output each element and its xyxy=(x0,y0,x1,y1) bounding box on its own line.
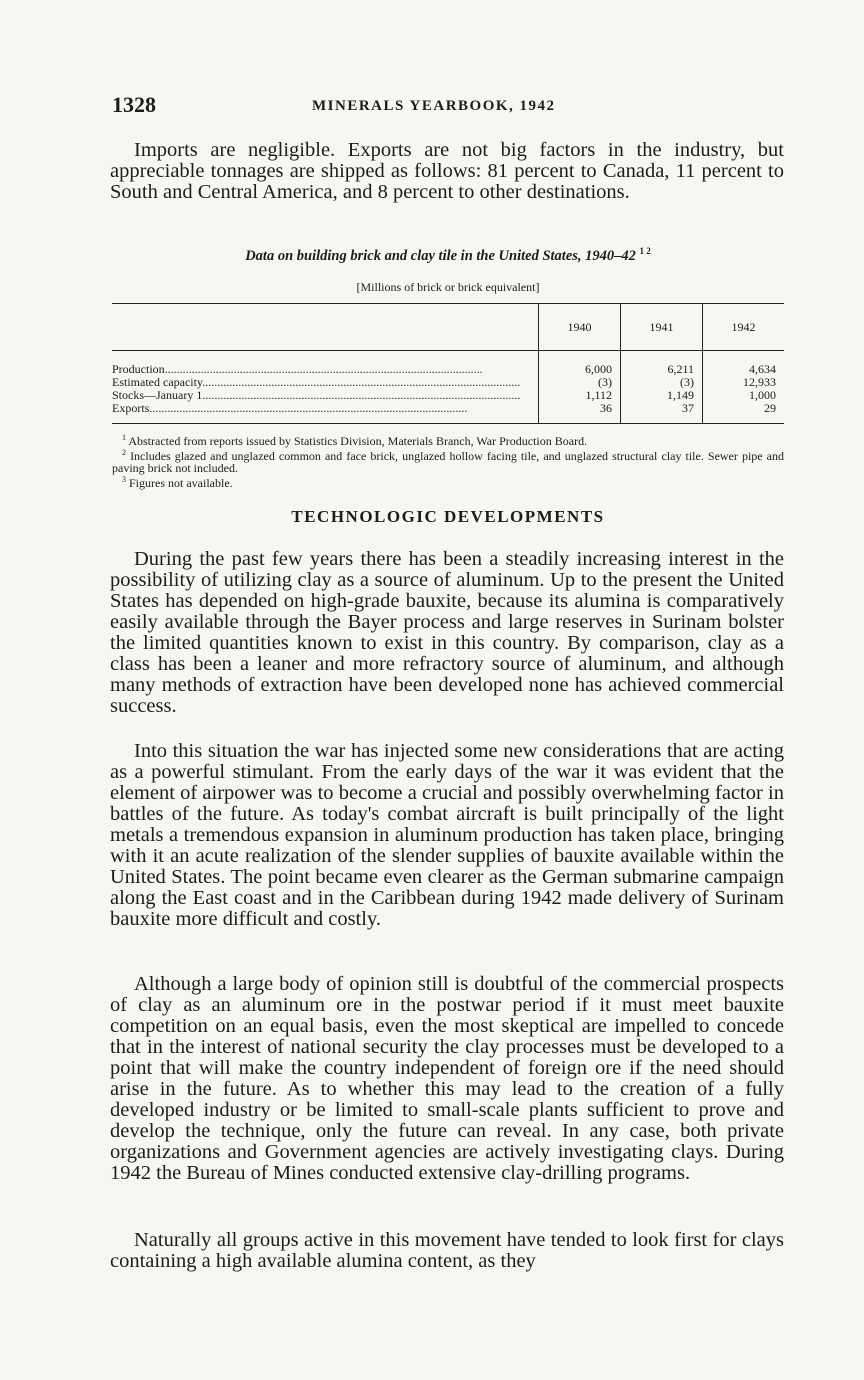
body-paragraph: Into this situation the war has injected some new considerations that are acting as a powerful stimulant. From the early days of the war it was evident that the element of airpower was to become a crucial and possibly overwhelming factor in battles of the future. As today's combat aircraft is built principally of the light metals a tremendous expansion in aluminum production has taken place, bringing with it an acute realization of the slender supplies of bauxite available within the United States. The point became even clearer as the German submarine campaign along the East coast and in the Caribbean during 1942 made delivery of Surinam bauxite more difficult and costly. xyxy=(110,740,784,930)
row-label: Stocks—January 1.......................................................................................................... xyxy=(112,389,521,402)
table-caption-text: Data on building brick and clay tile in the United States, 1940–42 xyxy=(245,247,636,264)
body-paragraph: Naturally all groups active in this movement have tended to look first for clays containing a high available alumina content, as they xyxy=(110,1229,784,1272)
column-header: 1942 xyxy=(703,304,785,351)
footnote: $^2$ Includes glazed and unglazed common and face brick, unglazed hollow facing tile, and unglazed structural clay tile. Sewer pipe and paving brick not included. xyxy=(112,448,784,475)
table-caption-note-refs: 1 2 xyxy=(639,246,651,256)
table-header-blank xyxy=(112,304,539,351)
table-cell: 12,933 xyxy=(703,376,785,389)
table-caption xyxy=(112,246,784,265)
section-heading: TECHNOLOGIC DEVELOPMENTS xyxy=(291,507,605,526)
page-number: 1328 xyxy=(112,92,156,117)
row-label: Estimated capacity.......................................................................................................... xyxy=(112,376,521,389)
column-header: 1940 xyxy=(539,304,621,351)
table-cell: 6,211 xyxy=(621,351,703,377)
column-header: 1941 xyxy=(621,304,703,351)
row-label: Exports.......................................................................................................... xyxy=(112,402,468,415)
table-footnotes xyxy=(112,432,784,489)
table-cell: 6,000 xyxy=(539,351,621,377)
table-unit-note: [Millions of brick or brick equivalent] xyxy=(356,280,540,294)
table-row xyxy=(112,351,784,377)
table-header-row xyxy=(112,304,784,351)
table-cell: 37 xyxy=(621,402,703,424)
table-cell: (3) xyxy=(621,376,703,389)
running-head: MINERALS YEARBOOK, 1942 xyxy=(312,98,556,114)
table-cell: 36 xyxy=(539,402,621,424)
row-label: Production.......................................................................................................... xyxy=(112,362,483,376)
footnote: $^1$ Abstracted from reports issued by Statistics Division, Materials Branch, War Production Board. xyxy=(122,433,588,448)
body-paragraph: During the past few years there has been a steadily increasing interest in the possibility of utilizing clay as a source of aluminum. Up to the present the United States has depended on high-grade bauxite, because its alumina is comparatively easily available through the Bayer process and large reserves in Surinam bolster the limited quantities known to exist in this country. By comparison, clay as a class has been a leaner and more refractory source of aluminum, and although many methods of extraction have been developed none has achieved commercial success. xyxy=(110,548,784,717)
table-row xyxy=(112,402,784,424)
table-cell: 1,000 xyxy=(703,389,785,402)
table-cell: 1,149 xyxy=(621,389,703,402)
table-cell: 1,112 xyxy=(539,389,621,402)
table-cell: 29 xyxy=(703,402,785,424)
intro-paragraph: Imports are negligible. Exports are not big factors in the industry, but appreciable tonnages are shipped as follows: 81 percent to Canada, 11 percent to South and Central America, and 8 percent to other destinations. xyxy=(110,139,784,203)
table-bottom-rule xyxy=(112,424,784,427)
table-cell: (3) xyxy=(539,376,621,389)
data-table xyxy=(112,303,784,426)
body-paragraph: Although a large body of opinion still is doubtful of the commercial prospects of clay as an aluminum ore in the postwar period if it must meet bauxite competition on an equal basis, even the most skeptical are impelled to concede that in the interest of national security the clay processes must be developed to a point that will make the country independent of foreign ore if the need should arise in the future. As to whether this may lead to the creation of a fully developed industry or be limited to small-scale plants sufficient to prove and develop the technique, only the future can reveal. In any case, both private organizations and Government agencies are actively investigating clays. During 1942 the Bureau of Mines conducted extensive clay-drilling programs. xyxy=(110,973,784,1184)
footnote: $^3$ Figures not available. xyxy=(122,475,233,490)
page-header xyxy=(112,92,784,122)
table-cell: 4,634 xyxy=(703,351,785,377)
